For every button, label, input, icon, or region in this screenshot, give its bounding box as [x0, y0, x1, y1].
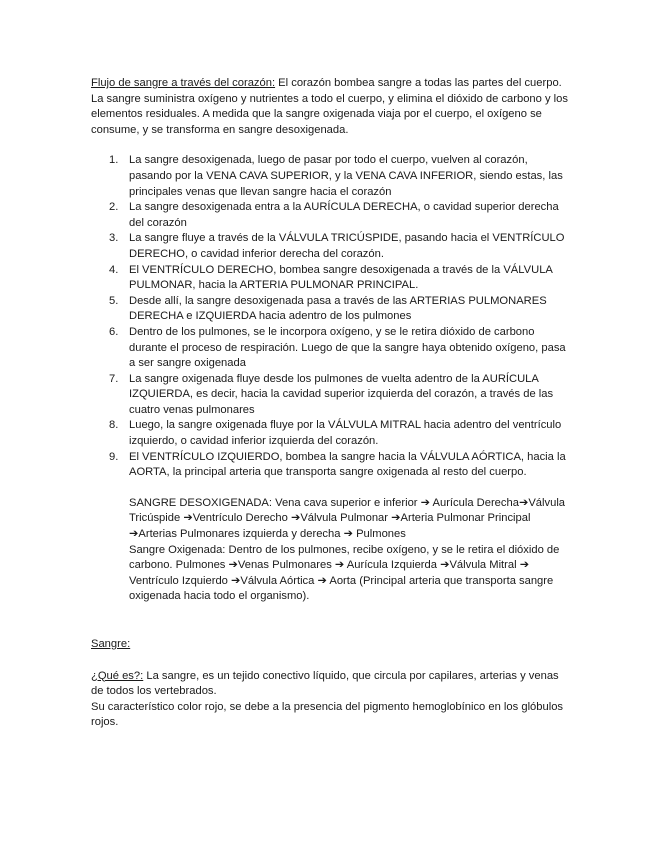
sangre-heading: Sangre:	[91, 638, 131, 650]
list-item-number: 2.	[109, 201, 119, 214]
sangre-section-heading	[91, 637, 571, 653]
arrow-right-icon: ➔	[290, 512, 301, 525]
list-item-number: 7.	[109, 372, 119, 385]
flow-text: Dentro de los pulmones, recibe oxígeno, y se le retira el dióxido de carbono. Pulmones	[129, 543, 560, 572]
flow-text: Válvula Mitral	[449, 559, 520, 572]
list-item	[91, 200, 571, 231]
flow-text: Arterias Pulmonares izquierda y derecha	[138, 528, 344, 541]
arrow-right-icon: ➔	[231, 574, 241, 587]
list-item-number: 9.	[109, 450, 119, 463]
arrow-right-icon: ➔	[391, 512, 401, 525]
sangre-definition	[91, 669, 571, 731]
oxygenated-label: Sangre Oxigenada:	[129, 543, 226, 556]
list-item-number: 6.	[109, 325, 119, 338]
arrow-right-icon: ➔	[228, 559, 238, 572]
intro-paragraph	[91, 76, 571, 138]
definition-paragraph	[91, 669, 571, 700]
flow-text: Válvula Aórtica	[240, 574, 318, 587]
list-item-text: Dentro de los pulmones, se le incorpora oxígeno, y se le retira dióxido de carbono durante el proceso de respiración. Luego de que la sangre haya obtenido oxígeno, pasa a ser sangre oxigenada	[129, 325, 566, 370]
arrow-right-icon: ➔	[183, 512, 193, 525]
list-item	[91, 294, 571, 325]
list-item	[91, 372, 571, 419]
intro-heading: Flujo de sangre a través del corazón:	[91, 77, 276, 89]
flow-text: Válvula Pulmonar	[300, 512, 392, 525]
flow-text: Pulmones	[352, 528, 406, 541]
list-item-number: 8.	[109, 419, 119, 432]
flow-text: Ventrículo Derecho	[192, 512, 291, 525]
arrow-right-icon: ➔	[334, 559, 345, 572]
arrow-right-icon: ➔	[129, 528, 139, 541]
color-paragraph: Su característico color rojo, se debe a la presencia del pigmento hemoglobínico en los glóbulos rojos.	[91, 700, 564, 729]
flow-text: Arteria Pulmonar Principal	[400, 512, 531, 525]
answer-text: La sangre, es un tejido conectivo líquido, que circula por capilares, arterias y venas de todos los vertebrados.	[91, 669, 559, 698]
arrow-right-icon: ➔	[518, 496, 529, 509]
list-item-text: La sangre desoxigenada, luego de pasar por todo el cuerpo, vuelven al corazón, pasando por la VENA CAVA SUPERIOR, y la VENA CAVA INFERIOR, siendo estas, las principales venas que llevan sangre hacia el corazón	[129, 154, 563, 198]
list-item-number: 1.	[109, 154, 119, 167]
document-page	[91, 76, 571, 731]
list-item-text: La sangre oxigenada fluye desde los pulmones de vuelta adentro de la AURÍCULA IZQUIERDA, es decir, hacia la cavidad superior izquierda del corazón, a través de las cuatro venas pulmonares	[129, 372, 554, 416]
list-item-number: 4.	[109, 263, 119, 276]
list-item	[91, 418, 571, 449]
list-item-number: 5.	[109, 294, 119, 307]
flow-text: Ventrículo Izquierdo	[129, 574, 231, 587]
arrow-right-icon: ➔	[440, 559, 450, 572]
arrow-right-icon: ➔	[343, 528, 353, 541]
flow-steps-list	[91, 153, 571, 480]
list-item-number: 3.	[109, 232, 119, 245]
flow-text: Venas Pulmonares	[237, 559, 335, 572]
flow-text: Aorta (Principal arteria que transporta sangre oxigenada hacia todo el organismo).	[129, 574, 554, 603]
flow-text: Aurícula Derecha	[430, 496, 519, 509]
arrow-right-icon: ➔	[420, 496, 431, 509]
list-item	[91, 263, 571, 294]
list-item-text: La sangre fluye a través de la VÁLVULA TRICÚSPIDE, pasando hacia el VENTRÍCULO DERECHO, o cavidad inferior derecha del corazón.	[129, 232, 565, 260]
flow-text: Vena cava superior e inferior	[272, 496, 421, 509]
oxygenated-flow	[129, 543, 571, 605]
list-item-text: El VENTRÍCULO DERECHO, bombea sangre desoxigenada a través de la VÁLVULA PULMONAR, hacia la ARTERIA PULMONAR PRINCIPAL.	[129, 263, 553, 292]
flow-summary	[129, 496, 571, 605]
list-item	[91, 450, 571, 481]
deoxygenated-label: SANGRE DESOXIGENADA:	[129, 496, 272, 509]
deoxygenated-flow	[129, 496, 571, 543]
list-item-text: La sangre desoxigenada entra a la AURÍCULA DERECHA, o cavidad superior derecha del corazón	[129, 201, 559, 229]
arrow-right-icon: ➔	[317, 574, 327, 587]
question-label: ¿Qué es?:	[91, 669, 144, 682]
list-item-text: Luego, la sangre oxigenada fluye por la VÁLVULA MITRAL hacia adentro del ventrículo izquierdo, o cavidad inferior izquierda del corazón.	[129, 419, 562, 448]
list-item	[91, 153, 571, 200]
list-item-text: Desde allí, la sangre desoxigenada pasa a través de las ARTERIAS PULMONARES DERECHA e IZQUIERDA hacia adentro de los pulmones	[129, 294, 547, 323]
arrow-right-icon: ➔	[519, 559, 530, 572]
flow-text: Válvula Tricúspide	[129, 496, 566, 525]
list-item	[91, 325, 571, 372]
list-item-text: El VENTRÍCULO IZQUIERDO, bombea la sangre hacia la VÁLVULA AÓRTICA, hacia la AORTA, la principal arteria que transporta sangre oxigenada al resto del cuerpo.	[129, 450, 566, 479]
list-item	[91, 231, 571, 262]
flow-text: Aurícula Izquierda	[344, 559, 441, 572]
intro-text: El corazón bombea sangre a todas las partes del cuerpo. La sangre suministra oxígeno y nutrientes a todo el cuerpo, y elimina el dióxido de carbono y los elementos residuales. A medida que la sangre oxigenada viaja por el cuerpo, el oxígeno se consume, y se transforma en sangre desoxigenada.	[91, 77, 568, 136]
